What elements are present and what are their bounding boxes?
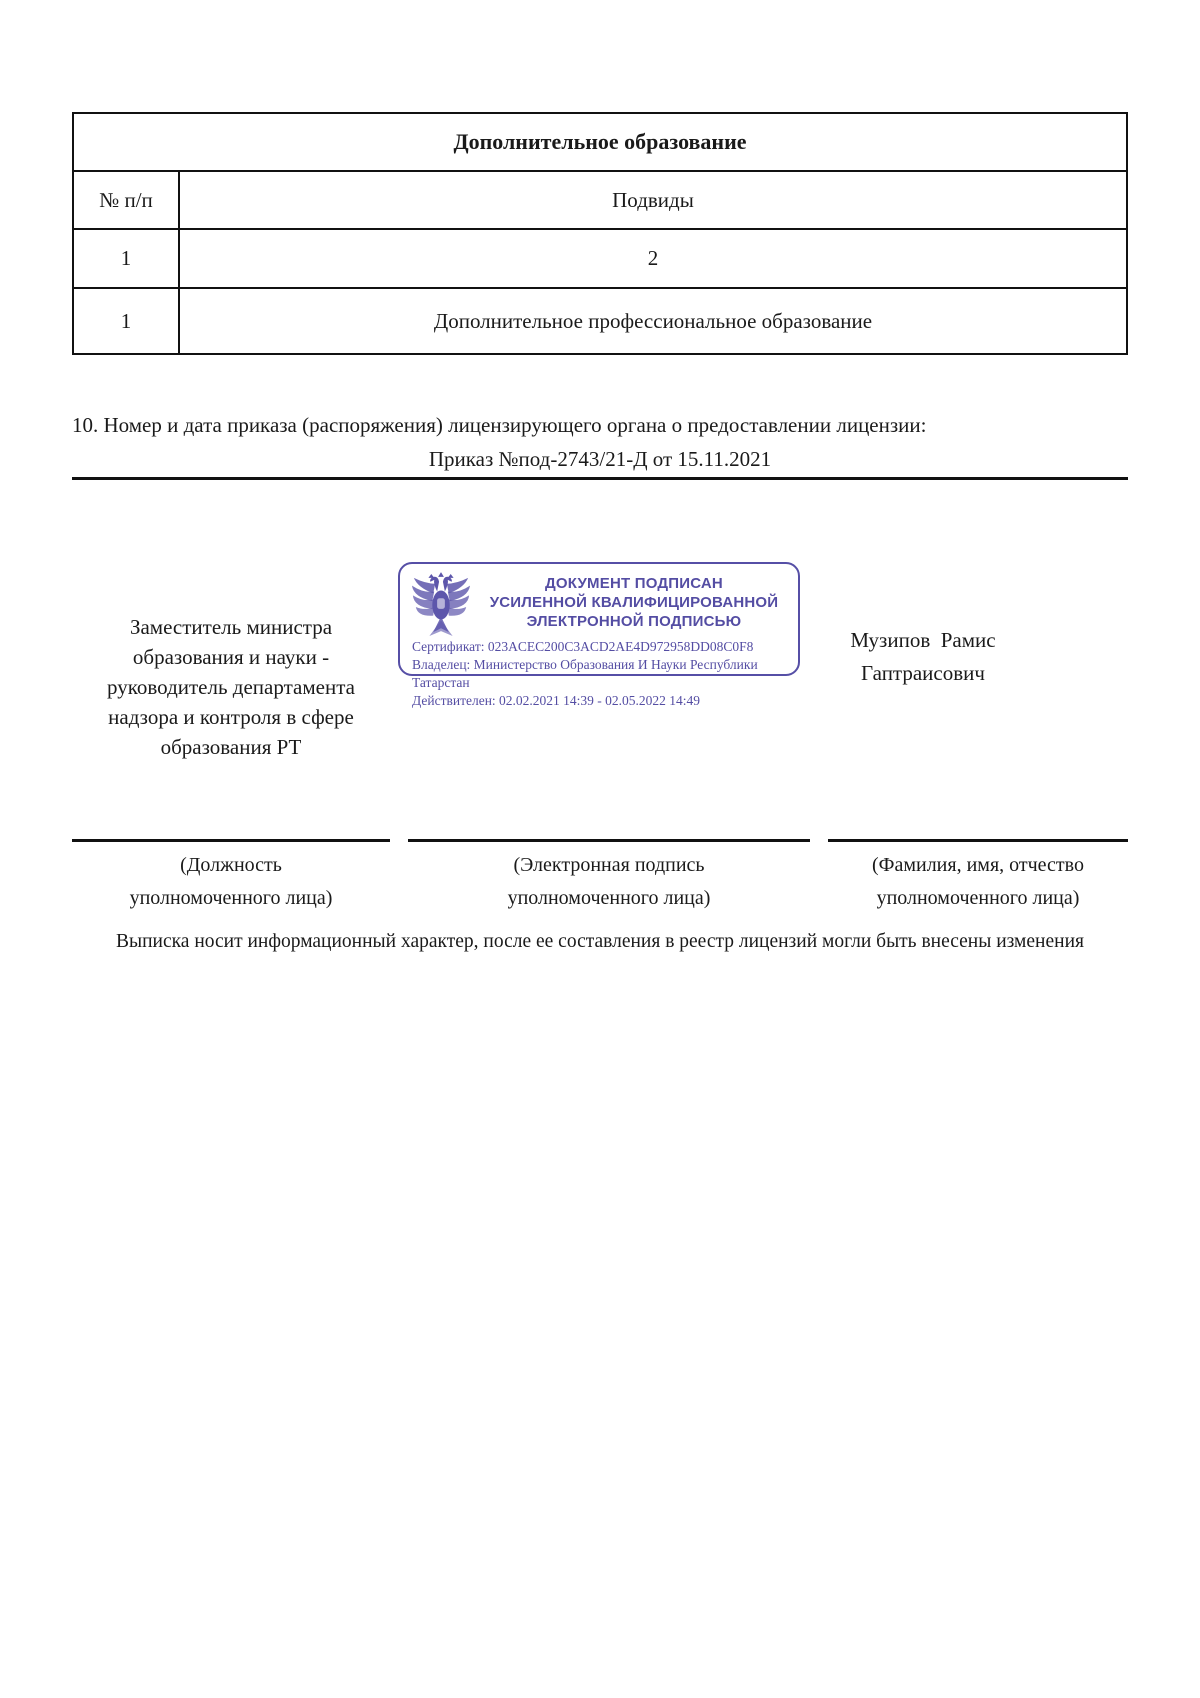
signatory-name: Музипов Рамис Гаптраисович	[850, 628, 1001, 685]
caption-name-line2: уполномоченного лица)	[876, 887, 1080, 909]
caption-name-line1: (Фамилия, имя, отчество	[872, 854, 1084, 876]
stamp-title	[476, 574, 792, 631]
table-title-row	[73, 113, 1127, 171]
row-subtype-cell: Дополнительное профессиональное образование	[179, 288, 1127, 354]
table-title: Дополнительное образование	[73, 113, 1127, 171]
stamp-title-line: ЭЛЕКТРОННОЙ ПОДПИСЬЮ	[526, 613, 742, 630]
table-column-numbers-row	[73, 229, 1127, 288]
column-header-number: № п/п	[73, 171, 179, 229]
caption-position	[72, 839, 390, 915]
stamp-details	[412, 638, 790, 710]
stamp-owner: Владелец: Министерство Образования И Науки Республики Татарстан	[412, 657, 758, 690]
stamp-title-line: ДОКУМЕНТ ПОДПИСАН	[545, 575, 723, 592]
page-content	[72, 112, 1128, 953]
informational-note: Выписка носит информационный характер, после ее составления в реестр лицензий могли быть внесены изменения	[115, 931, 1084, 952]
stamp-title-line: УСИЛЕННОЙ КВАЛИФИЦИРОВАННОЙ	[489, 594, 779, 611]
caption-esignature	[408, 839, 810, 915]
column-number-cell: 1	[73, 229, 179, 288]
signature-area	[72, 562, 1128, 915]
caption-esignature-line1: (Электронная подпись	[513, 854, 705, 876]
stamp-validity: Действителен: 02.02.2021 14:39 - 02.05.2022 14:49	[412, 693, 701, 708]
signatory-position: Заместитель министра образования и науки - руководитель департамента надзора и контроля в сфере образования РТ	[107, 615, 355, 759]
signatory-position-block	[72, 562, 390, 839]
column-header-subtypes: Подвиды	[179, 171, 1127, 229]
license-order-label: 10. Номер и дата приказа (распоряжения) лицензирующего органа о предоставлении лицензии:	[72, 413, 927, 437]
additional-education-table	[72, 112, 1128, 355]
table-header-row	[73, 171, 1127, 229]
order-underline	[72, 477, 1128, 480]
column-number-cell: 2	[179, 229, 1127, 288]
caption-position-line1: (Должность	[180, 854, 282, 876]
esignature-stamp-block	[408, 562, 810, 839]
russia-coat-of-arms-icon	[410, 572, 472, 638]
caption-name	[828, 839, 1128, 915]
caption-position-line2: уполномоченного лица)	[129, 887, 333, 909]
stamp-certificate: Сертификат: 023ACEC200C3ACD2AE4D972958DD08C0F8	[412, 639, 754, 654]
signatory-name-block	[773, 562, 1073, 839]
license-order-value: Приказ №под-2743/21-Д от 15.11.2021	[428, 447, 772, 471]
esignature-stamp	[398, 562, 800, 708]
row-number-cell: 1	[73, 288, 179, 354]
caption-esignature-line2: уполномоченного лица)	[507, 887, 711, 909]
table-row	[73, 288, 1127, 354]
